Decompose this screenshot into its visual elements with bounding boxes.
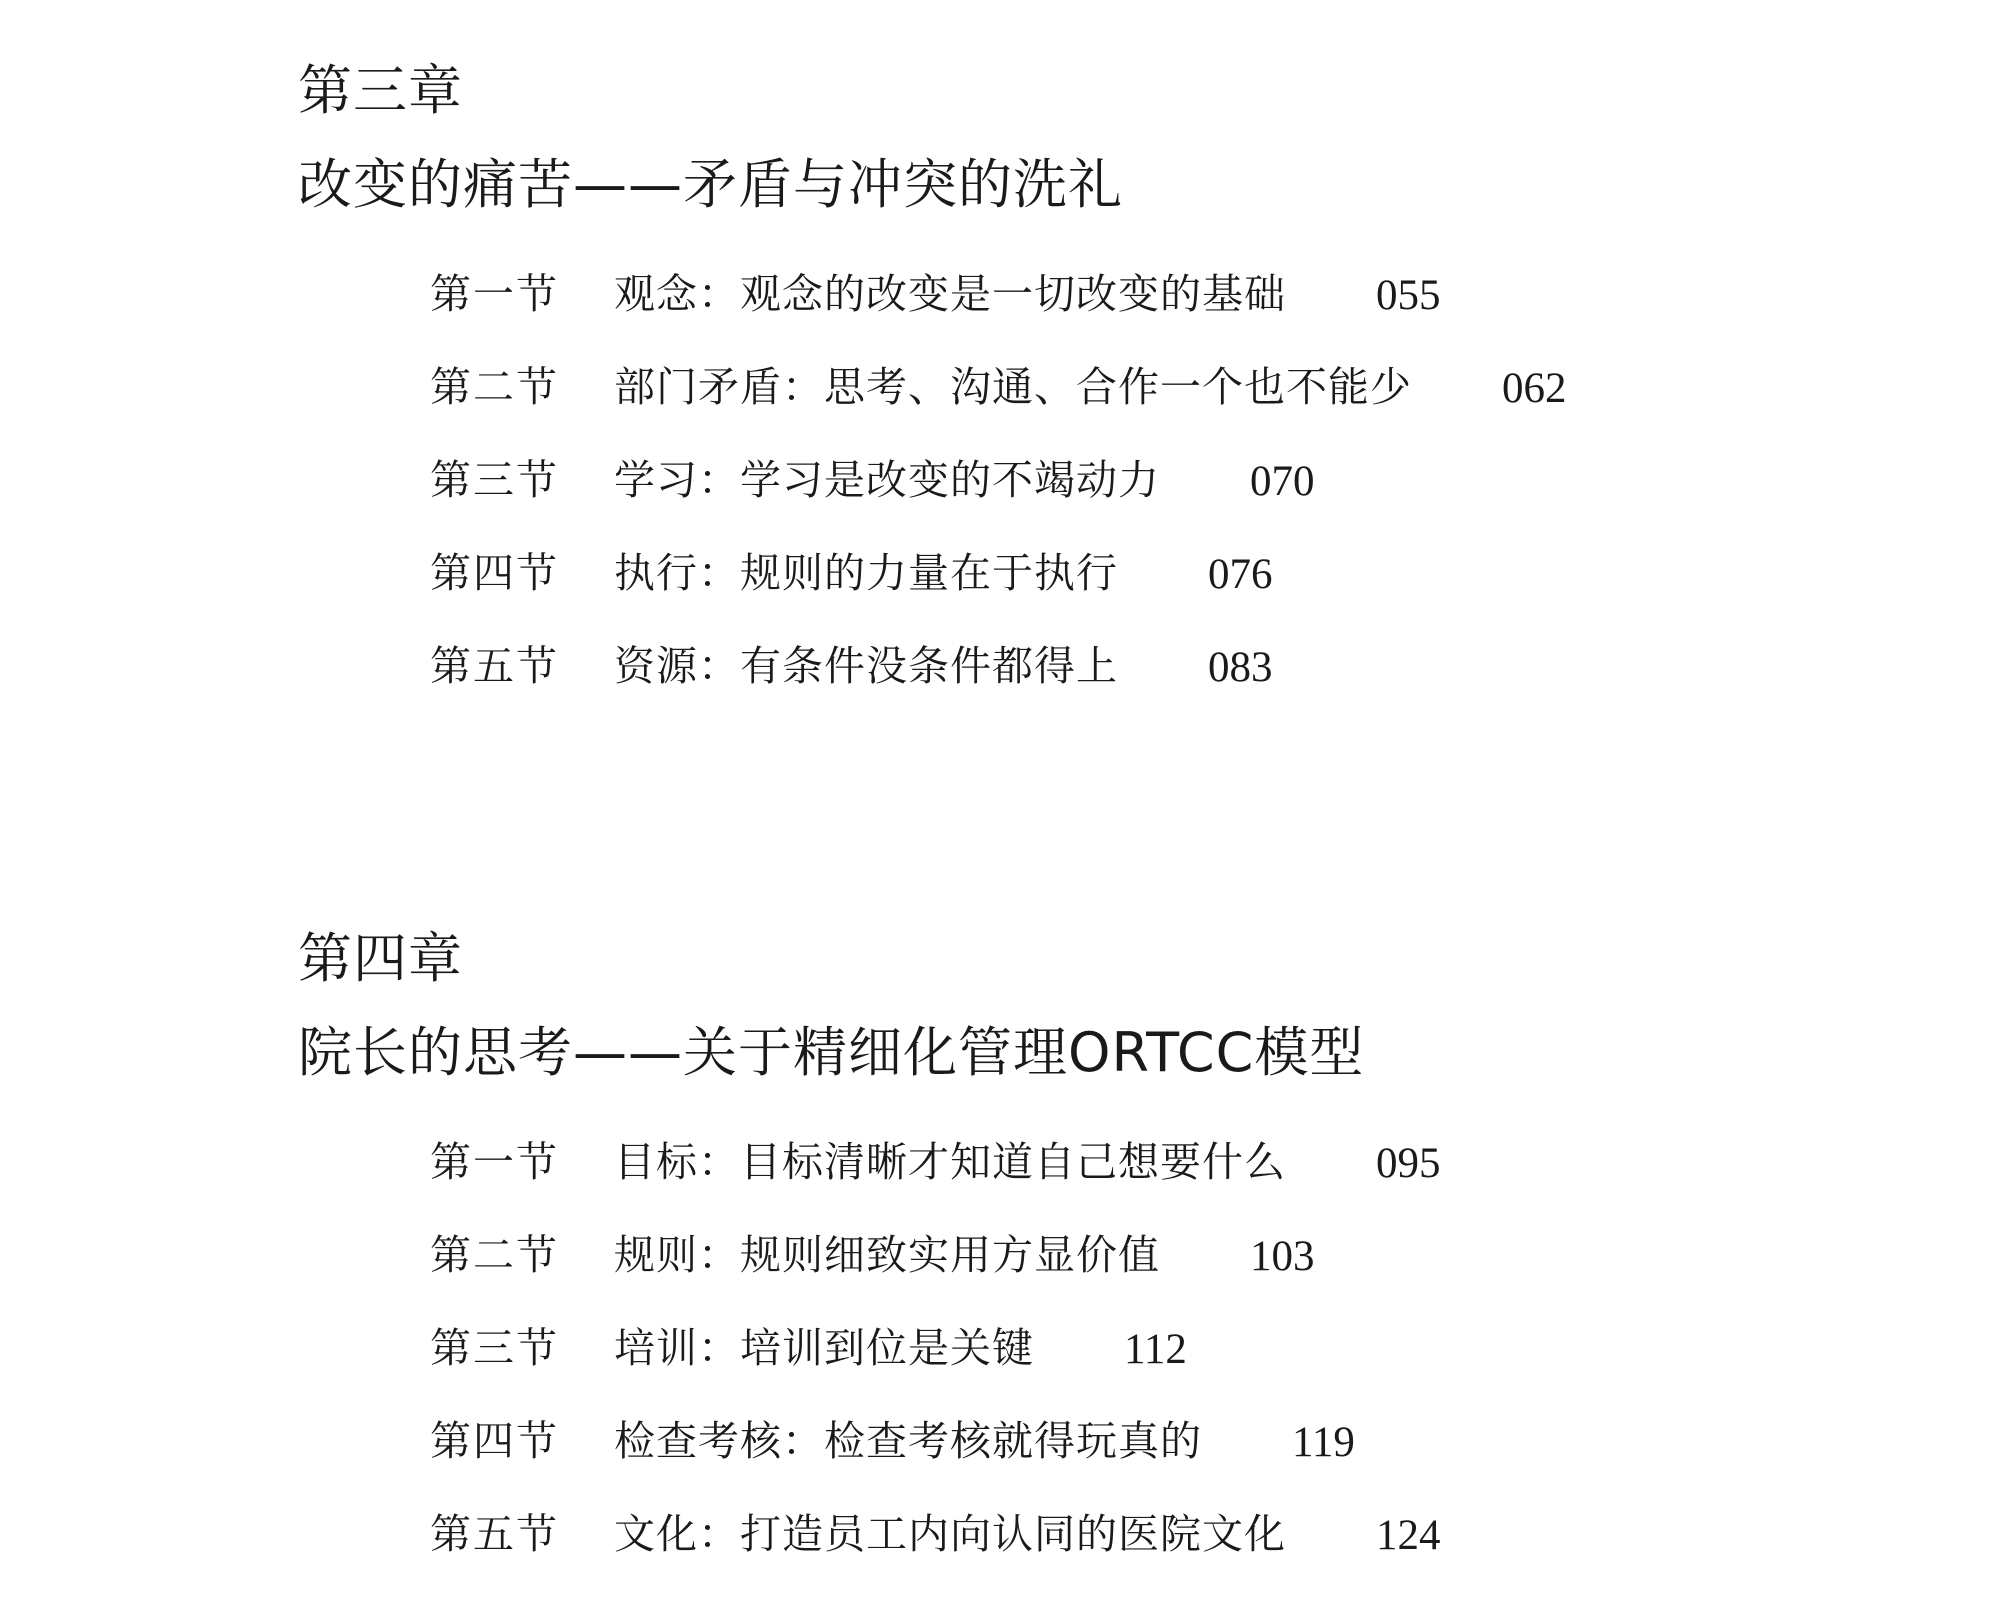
toc-entry[interactable] [430, 1138, 1441, 1235]
page-number: 070 [1250, 458, 1315, 505]
section-number: 第一节 [430, 270, 559, 318]
chapter-3 [298, 59, 1567, 739]
section-number: 第三节 [430, 1324, 559, 1372]
section-title: 资源：有条件没条件都得上 [614, 642, 1118, 690]
section-title: 培训：培训到位是关键 [614, 1324, 1034, 1372]
page-number: 062 [1502, 365, 1567, 412]
page-number: 076 [1208, 551, 1273, 598]
chapter-number: 第四章 [298, 927, 463, 990]
section-list [430, 1138, 1441, 1607]
section-title: 文化：打造员工内向认同的医院文化 [614, 1510, 1286, 1558]
section-title: 规则：规则细致实用方显价值 [614, 1231, 1160, 1279]
section-title: 观念：观念的改变是一切改变的基础 [614, 270, 1286, 318]
section-list [430, 270, 1567, 739]
toc-entry[interactable] [430, 1324, 1441, 1421]
section-number: 第四节 [430, 549, 559, 597]
toc-entry[interactable] [430, 363, 1567, 460]
chapter-title: 改变的痛苦——矛盾与冲突的洗礼 [298, 153, 1123, 216]
toc-entry[interactable] [430, 642, 1567, 739]
section-title: 部门矛盾：思考、沟通、合作一个也不能少 [614, 363, 1412, 411]
section-number: 第四节 [430, 1417, 559, 1465]
chapter-4 [298, 927, 1441, 1607]
page-number: 103 [1250, 1233, 1315, 1280]
section-number: 第一节 [430, 1138, 559, 1186]
toc-entry[interactable] [430, 456, 1567, 553]
section-number: 第三节 [430, 456, 559, 504]
page-number: 112 [1124, 1326, 1187, 1373]
section-title: 学习：学习是改变的不竭动力 [614, 456, 1160, 504]
chapter-number: 第三章 [298, 59, 463, 122]
toc-entry[interactable] [430, 1510, 1441, 1607]
section-number: 第二节 [430, 1231, 559, 1279]
section-number: 第五节 [430, 1510, 559, 1558]
section-number: 第五节 [430, 642, 559, 690]
chapter-title: 院长的思考——关于精细化管理ORTCC模型 [298, 1021, 1365, 1084]
section-title: 执行：规则的力量在于执行 [614, 549, 1118, 597]
toc-entry[interactable] [430, 1231, 1441, 1328]
page-number: 055 [1376, 272, 1441, 319]
section-title: 目标：目标清晰才知道自己想要什么 [614, 1138, 1286, 1186]
page-number: 083 [1208, 644, 1273, 691]
toc-entry[interactable] [430, 270, 1567, 367]
page-number: 095 [1376, 1140, 1441, 1187]
section-number: 第二节 [430, 363, 559, 411]
page-number: 124 [1376, 1512, 1441, 1559]
toc-entry[interactable] [430, 1417, 1441, 1514]
page-number: 119 [1292, 1419, 1355, 1466]
toc-entry[interactable] [430, 549, 1567, 646]
section-title: 检查考核：检查考核就得玩真的 [614, 1417, 1202, 1465]
